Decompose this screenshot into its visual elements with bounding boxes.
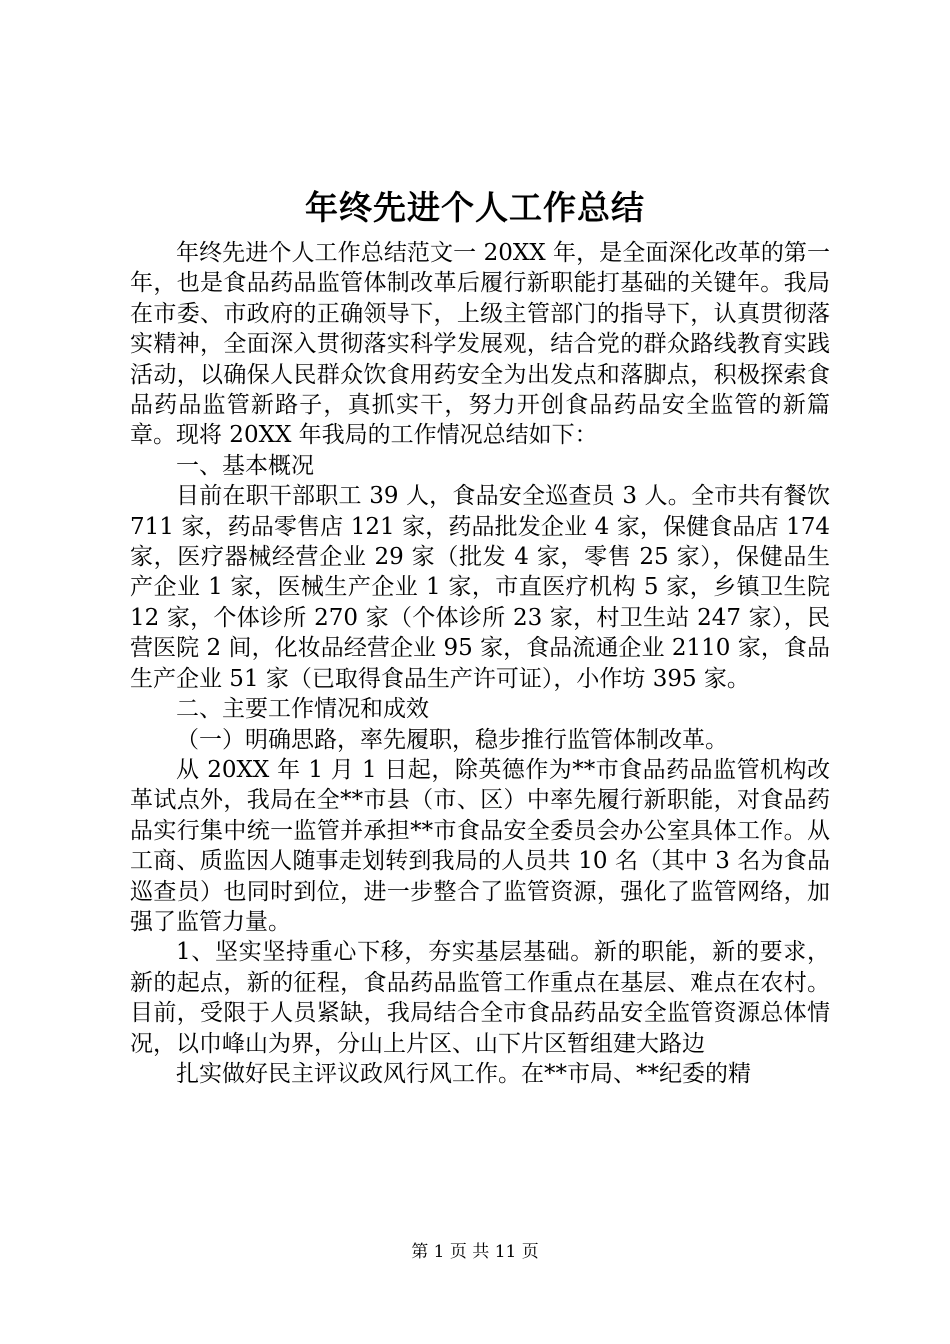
reform-paragraph: 从 20XX 年 1 月 1 日起，除英德作为**市食品药品监管机构改革试点外，我局在全**市县（市、区）中率先履行新职能，对食品药品实行集中统一监管并承担**市食品安全委员会办公室具体工作。从工商、质监因人随事走划转到我局的人员共 10 名（其中 3 名为食品巡查员）也同时到位，进一步整合了监管资源，强化了监管网络，加强了监管力量。 xyxy=(130,756,830,935)
grassroots-paragraph: 1、坚实坚持重心下移，夯实基层基础。新的职能，新的要求，新的起点，新的征程，食品药品监管工作重点在基层、难点在农村。目前，受限于人员紧缺，我局结合全市食品药品安全监管资源总体情况，以巾峰山为界，分山上片区、山下片区暂组建大路边 xyxy=(130,939,830,1057)
page-number-footer: 第 1 页 共 11 页 xyxy=(411,1242,539,1262)
section-heading-main-work: 二、主要工作情况和成效 xyxy=(176,696,429,723)
document-title: 年终先进个人工作总结 xyxy=(305,188,645,227)
overview-paragraph: 目前在职干部职工 39 人，食品安全巡查员 3 人。全市共有餐饮 711 家，药品零售店 121 家，药品批发企业 4 家，保健食品店 174 家，医疗器械经营企业 29 家（批发 4 家，零售 25 家），保健品生产企业 1 家，医械生产企业 1 家，市直医疗机构 5 家，乡镇卫生院 12 家，个体诊所 270 家（个体诊所 23 家，村卫生站 247 家），民营医院 2 间，化妆品经营企业 95 家，食品流通企业 2110 家，食品生产企业 51 家（已取得食品生产许可证），小作坊 395 家。 xyxy=(130,483,830,692)
document-body xyxy=(130,238,830,1089)
section-heading-overview: 一、基本概况 xyxy=(176,452,314,479)
evaluation-paragraph: 扎实做好民主评议政风行风工作。在**市局、**纪委的精 xyxy=(176,1060,751,1087)
intro-paragraph: 年终先进个人工作总结范文一 20XX 年，是全面深化改革的第一年，也是食品药品监管体制改革后履行新职能打基础的关键年。我局在市委、市政府的正确领导下，上级主管部门的指导下，认真贯彻落实精神，全面深入贯彻落实科学发展观，结合党的群众路线教育实践活动，以确保人民群众饮食用药安全为出发点和落脚点，积极探索食品药品监管新路子，真抓实干，努力开创食品药品安全监管的新篇章。现将 20XX 年我局的工作情况总结如下： xyxy=(130,240,830,449)
subsection-heading-reform: （一）明确思路，率先履职，稳步推行监管体制改革。 xyxy=(176,726,728,753)
